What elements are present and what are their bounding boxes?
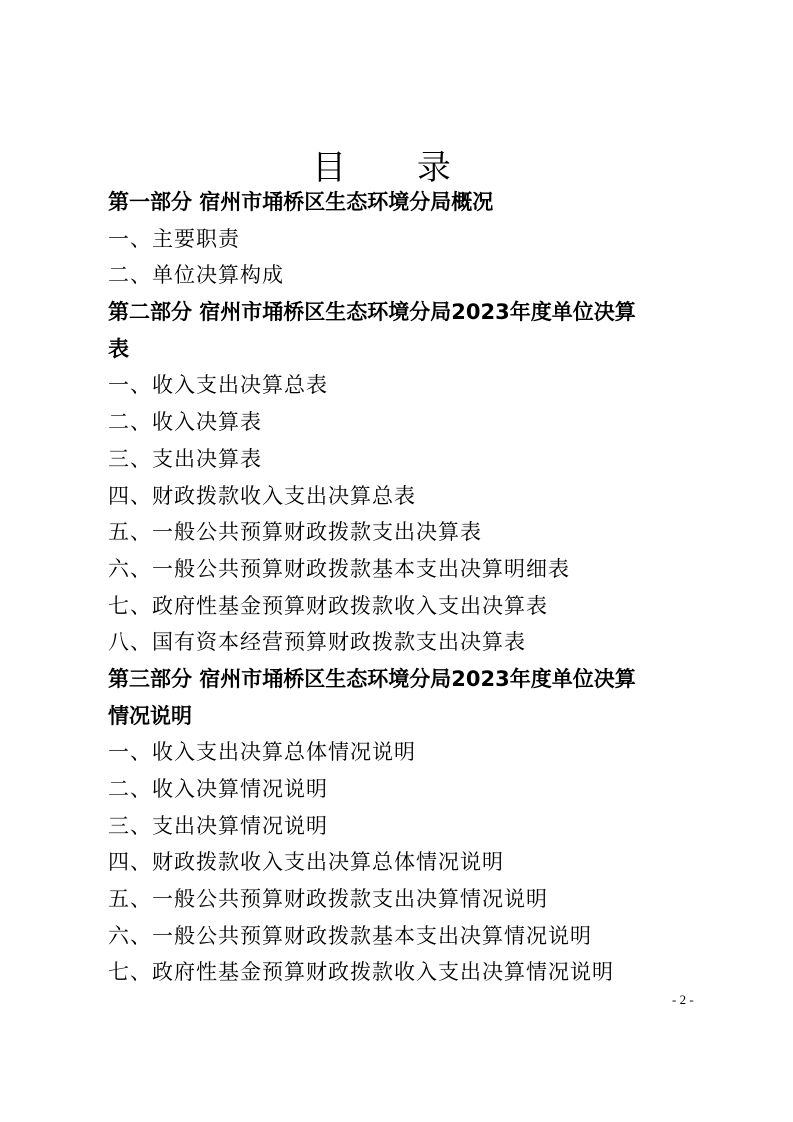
toc-item: 六、一般公共预算财政拨款基本支出决算明细表 bbox=[108, 556, 570, 581]
table-of-contents bbox=[108, 184, 708, 991]
toc-item: 一、主要职责 bbox=[108, 226, 240, 251]
toc-part-heading: 情况说明 bbox=[108, 703, 192, 728]
toc-part-heading: 第二部分 宿州市埇桥区生态环境分局2023年度单位决算 bbox=[108, 300, 636, 325]
toc-item: 三、支出决算表 bbox=[108, 446, 262, 471]
toc-item: 一、收入支出决算总体情况说明 bbox=[108, 740, 416, 765]
toc-item: 一、收入支出决算总表 bbox=[108, 373, 328, 398]
toc-item: 二、收入决算情况说明 bbox=[108, 777, 328, 801]
toc-item: 七、政府性基金预算财政拨款收入支出决算情况说明 bbox=[108, 960, 614, 985]
toc-item: 四、财政拨款收入支出决算总体情况说明 bbox=[108, 850, 504, 875]
toc-item: 二、收入决算表 bbox=[108, 410, 262, 435]
toc-item: 二、单位决算构成 bbox=[108, 263, 284, 288]
toc-item: 三、支出决算情况说明 bbox=[108, 813, 328, 838]
toc-item: 六、一般公共预算财政拨款基本支出决算情况说明 bbox=[108, 923, 592, 948]
toc-item: 四、财政拨款收入支出决算总表 bbox=[108, 483, 416, 508]
toc-part-heading: 表 bbox=[108, 336, 129, 361]
toc-item: 五、一般公共预算财政拨款支出决算表 bbox=[108, 520, 482, 545]
toc-item: 八、国有资本经营预算财政拨款支出决算表 bbox=[108, 630, 526, 655]
page-number: - 2 - bbox=[672, 992, 694, 1007]
toc-part-heading: 第三部分 宿州市埇桥区生态环境分局2023年度单位决算 bbox=[108, 666, 636, 691]
page-title: 目 录 bbox=[312, 148, 481, 188]
toc-item: 五、一般公共预算财政拨款支出决算情况说明 bbox=[108, 887, 548, 912]
toc-item: 七、政府性基金预算财政拨款收入支出决算表 bbox=[108, 593, 548, 618]
toc-part-heading: 第一部分 宿州市埇桥区生态环境分局概况 bbox=[108, 190, 494, 214]
